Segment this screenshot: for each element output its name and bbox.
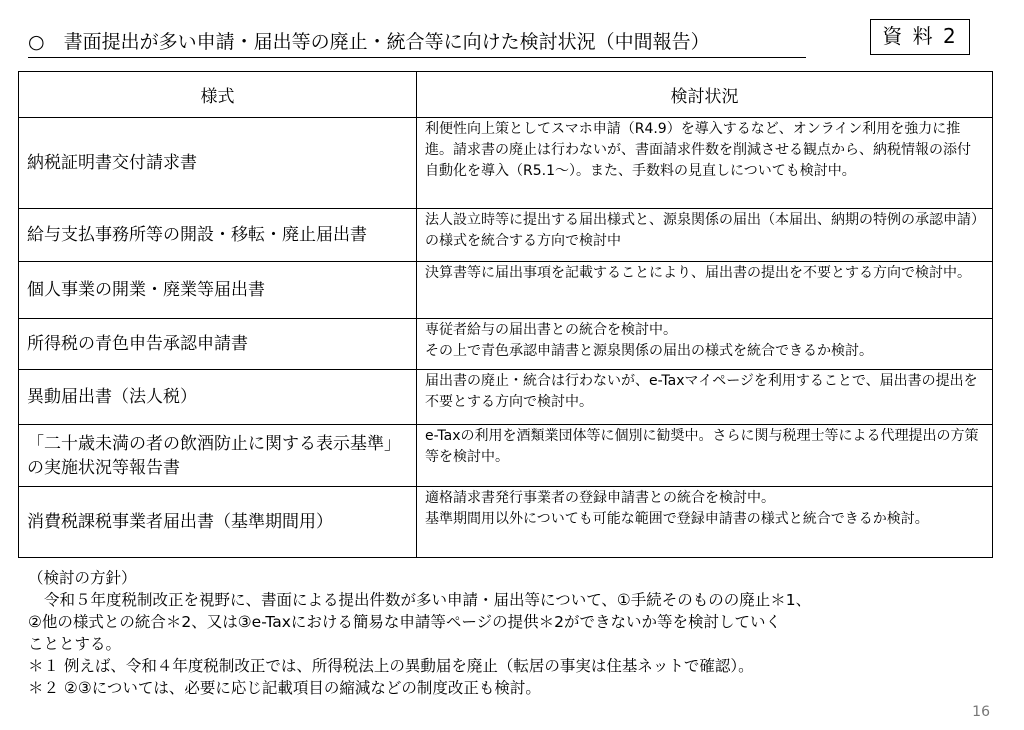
status-cell: e-Taxの利用を酒類業団体等に個別に勧奨中。さらに関与税理士等による代理提出の方策等を検討中。 [417,425,993,487]
status-cell: 届出書の廃止・統合は行わないが、e-Taxマイページを利用することで、届出書の提出を不要とする方向で検討中。 [417,370,993,425]
policy-section [28,567,988,699]
page-number: 16 [972,704,990,720]
form-name-cell: 異動届出書（法人税） [19,370,417,425]
status-cell [417,319,993,370]
policy-body-line: こととする。 [28,635,122,653]
form-name-cell: 個人事業の開業・廃業等届出書 [19,262,417,319]
status-line: 適格請求書発行事業者の登録申請書との統合を検討中。 基準期間用以外についても可能な範囲で登録申請書の様式と統合できるか検討。 [425,490,929,527]
policy-body-line: ②他の様式との統合＊2、又は③e-Taxにおける簡易な申請等ページの提供＊2ができないか等を検討していく [28,613,781,631]
table-row [19,425,993,487]
table-row [19,487,993,558]
form-name-cell: 「二十歳未満の者の飲酒防止に関する表示基準」の実施状況等報告書 [19,425,417,487]
table-header-row [19,72,993,118]
table-row [19,319,993,370]
forms-table [18,71,993,558]
table-row [19,262,993,319]
status-line: 専従者給与の届出書との統合を検討中。 その上で青色承認申請書と源泉関係の届出の様式を統合できるか検討。 [425,322,873,359]
form-name-cell: 消費税課税事業者届出書（基準期間用） [19,487,417,558]
policy-body-line: 令和５年度税制改正を視野に、書面による提出件数が多い申請・届出等について、①手続そのものの廃止＊1、 [44,591,812,609]
document-badge: 資 料 2 [870,19,970,55]
form-name-cell: 納税証明書交付請求書 [19,118,417,209]
column-header-form: 様式 [19,72,417,118]
table-row [19,370,993,425]
footnote-1: ＊１ 例えば、令和４年度税制改正では、所得税法上の異動届を廃止（転居の事実は住基ネットで確認）。 [28,657,754,675]
policy-heading: （検討の方針） [28,569,137,587]
status-cell [417,487,993,558]
table-row [19,118,993,209]
status-cell: 利便性向上策としてスマホ申請（R4.9）を導入するなど、オンライン利用を強力に推進。請求書の廃止は行わないが、書面請求件数を削減させる観点から、納税情報の添付自動化を導入（R5.1〜）。また、手数料の見直しについても検討中。 [417,118,993,209]
form-name-cell: 所得税の青色申告承認申請書 [19,319,417,370]
footnote-2: ＊２ ②③については、必要に応じ記載項目の縮減などの制度改正も検討。 [28,679,541,697]
column-header-status: 検討状況 [417,72,993,118]
status-cell: 法人設立時等に提出する届出様式と、源泉関係の届出（本届出、納期の特例の承認申請）の様式を統合する方向で検討中 [417,209,993,262]
page-title: ○ 書面提出が多い申請・届出等の廃止・統合等に向けた検討状況（中間報告） [28,30,806,58]
form-name-cell: 給与支払事務所等の開設・移転・廃止届出書 [19,209,417,262]
status-cell: 決算書等に届出事項を記載することにより、届出書の提出を不要とする方向で検討中。 [417,262,993,319]
table-row [19,209,993,262]
